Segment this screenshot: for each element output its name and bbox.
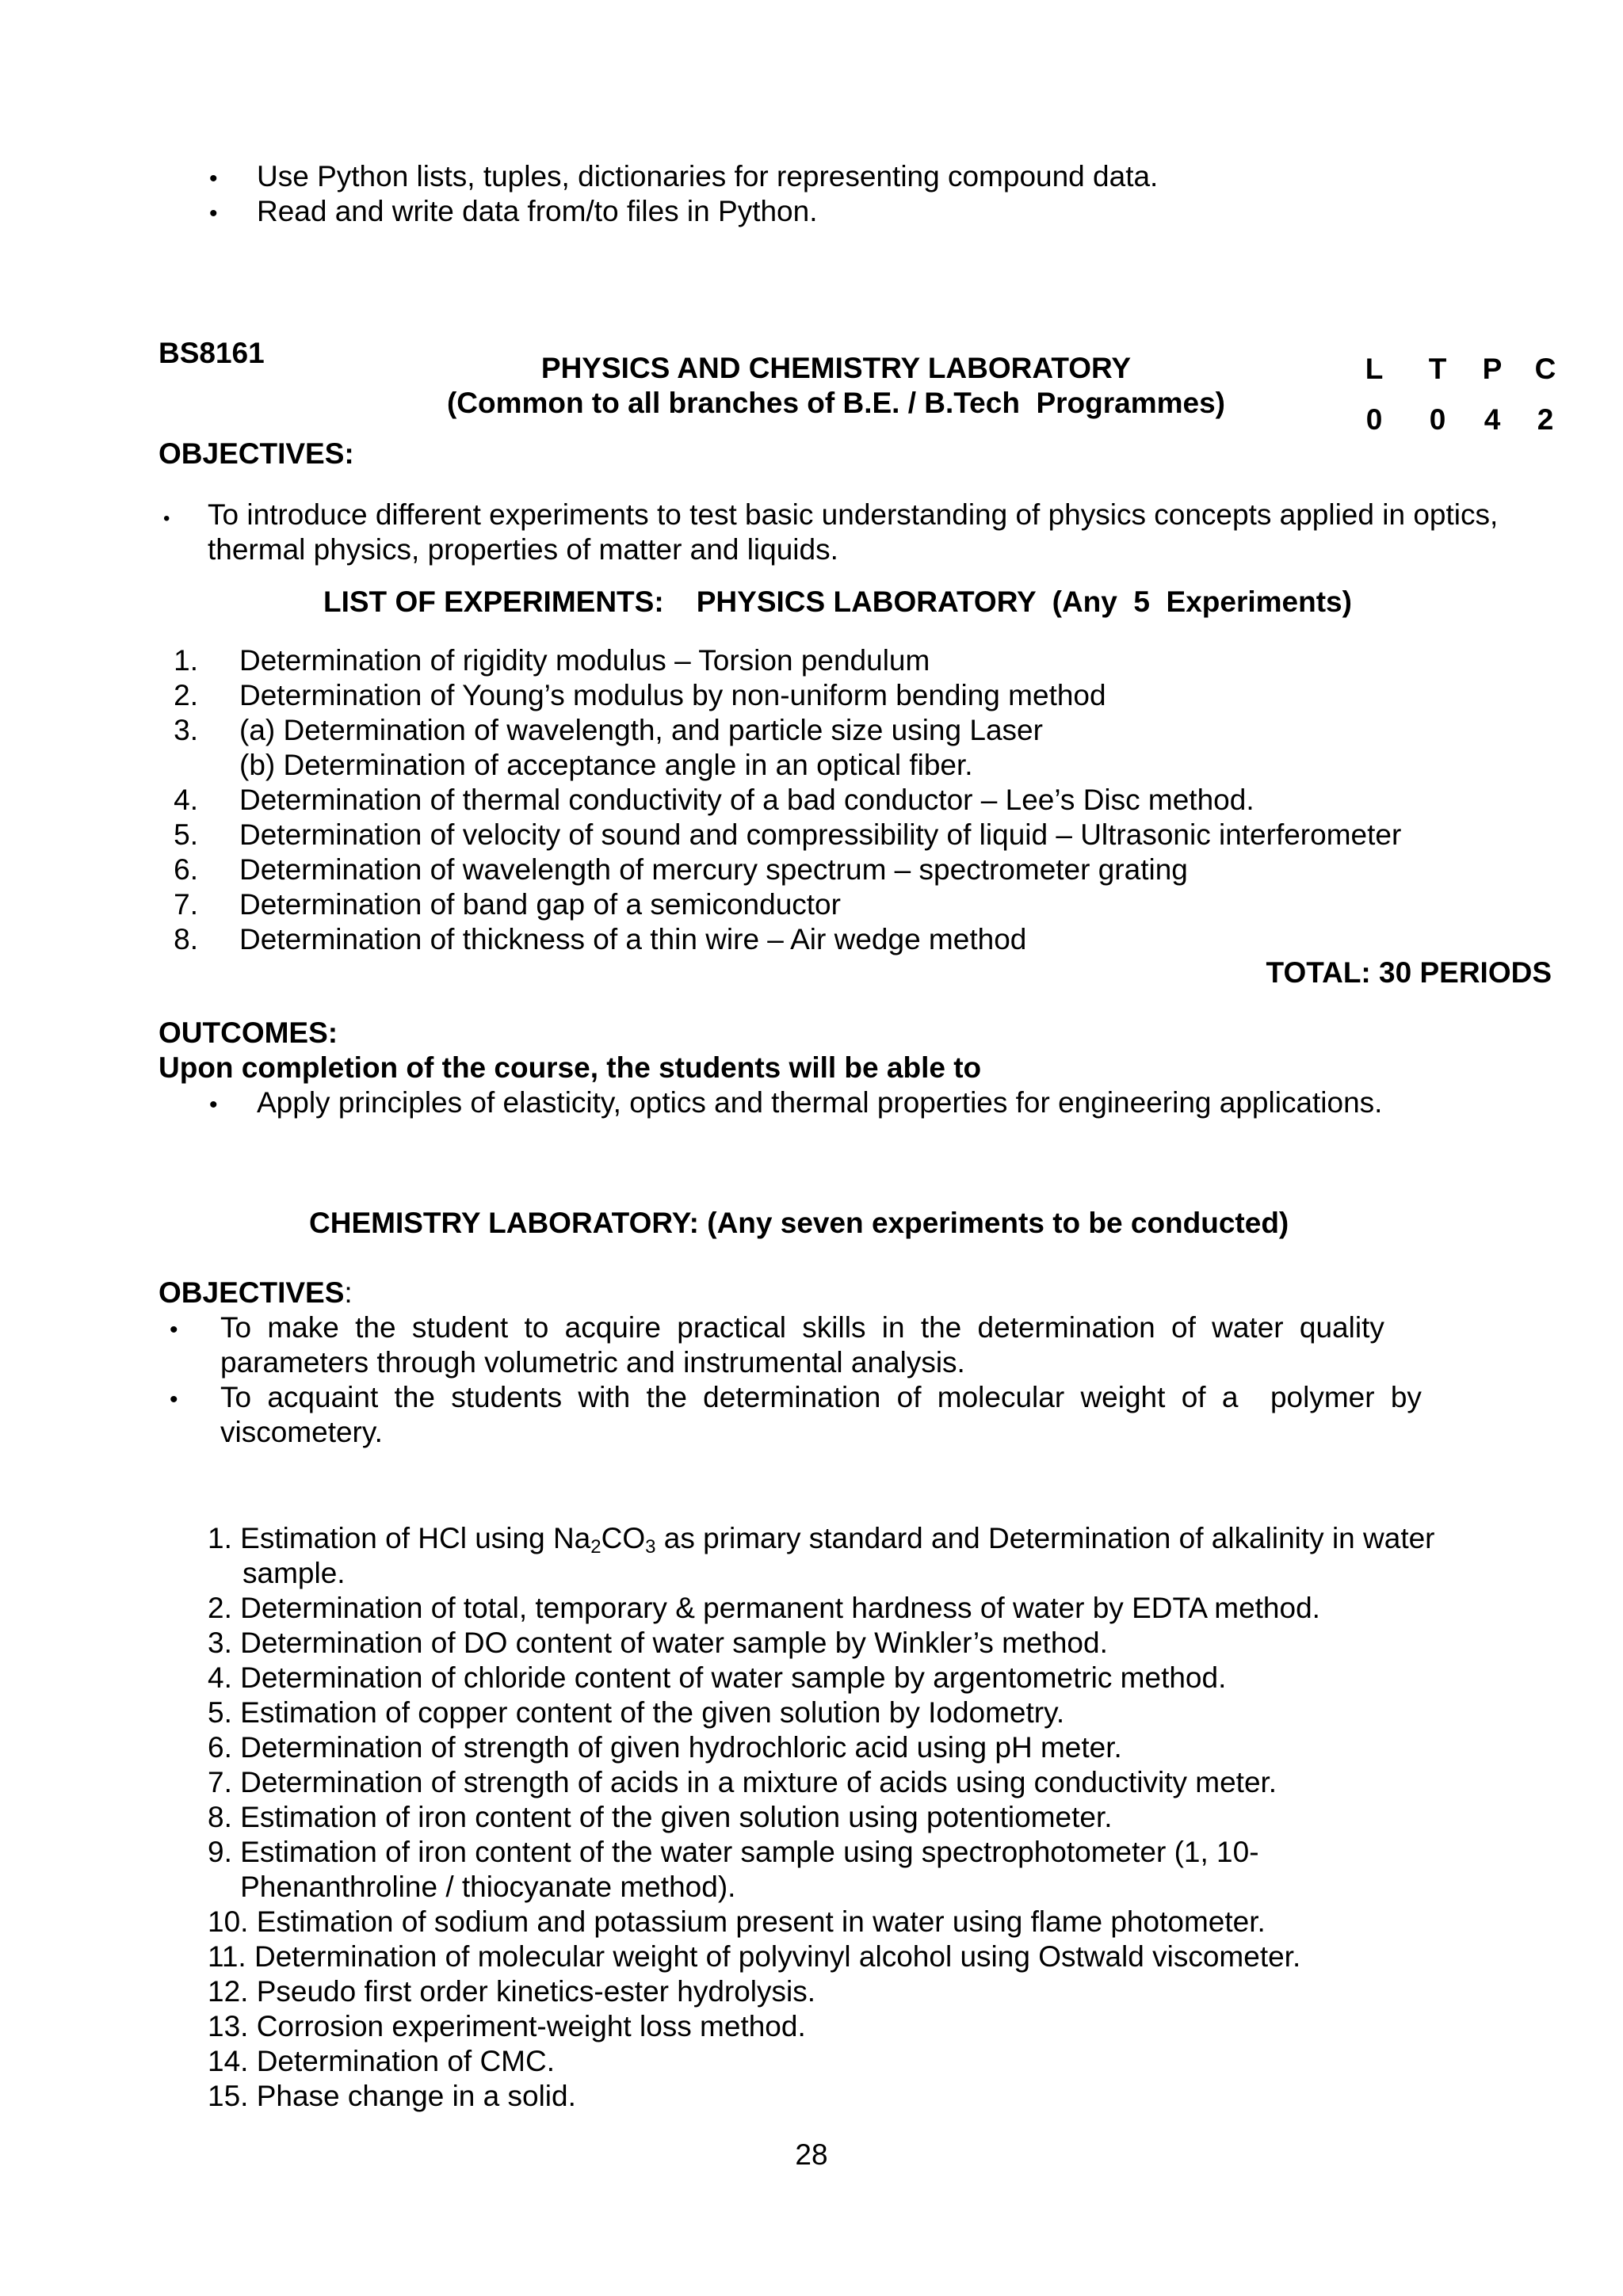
list-item: 12. Pseudo first order kinetics-ester hydrolysis. — [208, 1975, 816, 2008]
ltpc-value-c: 2 — [1537, 403, 1554, 436]
outcomes-intro: Upon completion of the course, the students will be able to — [158, 1051, 982, 1084]
physics-list-heading: LIST OF EXPERIMENTS: PHYSICS LABORATORY (Any 5 Experiments) — [323, 585, 1352, 618]
top-bullet-2: Read and write data from/to files in Python. — [257, 195, 818, 227]
bullet-icon: • — [163, 508, 170, 529]
ltpc-value-l: 0 — [1365, 403, 1383, 436]
list-number: 6. — [174, 853, 198, 886]
top-bullet-1: Use Python lists, tuples, dictionaries for representing compound data. — [257, 160, 1159, 193]
bullet-icon: • — [209, 1092, 218, 1118]
list-item: 14. Determination of CMC. — [208, 2045, 556, 2077]
list-item: 7. Determination of strength of acids in a mixture of acids using conductivity meter. — [208, 1766, 1277, 1798]
ltpc-value-p: 4 — [1484, 403, 1501, 436]
list-number: 3. — [174, 714, 198, 746]
list-item: 8. Estimation of iron content of the given solution using potentiometer. — [208, 1801, 1113, 1833]
ltpc-value-t: 0 — [1429, 403, 1446, 436]
list-item: 11. Determination of molecular weight of polyvinyl alcohol using Ostwald viscometer. — [208, 1940, 1301, 1973]
list-item: 2. Determination of total, temporary & permanent hardness of water by EDTA method. — [208, 1592, 1320, 1624]
list-number: 4. — [174, 784, 198, 816]
list-item: Determination of thermal conductivity of a bad conductor – Lee’s Disc method. — [239, 784, 1254, 816]
ltpc-header-p: P — [1482, 353, 1503, 385]
list-number: 5. — [174, 818, 198, 851]
list-item: 6. Determination of strength of given hydrochloric acid using pH meter. — [208, 1731, 1122, 1764]
list-item: 5. Estimation of copper content of the given solution by Iodometry. — [208, 1696, 1065, 1729]
list-item: Determination of rigidity modulus – Torsion pendulum — [239, 644, 930, 677]
ltpc-header-c: C — [1534, 353, 1556, 385]
outcome-item: Apply principles of elasticity, optics and thermal properties for engineering applications. — [257, 1086, 1383, 1119]
list-number: 2. — [174, 679, 198, 711]
list-item: Determination of velocity of sound and compressibility of liquid – Ultrasonic interferometer — [239, 818, 1402, 851]
list-item: Determination of wavelength of mercury spectrum – spectrometer grating — [239, 853, 1188, 886]
course-code: BS8161 — [158, 337, 265, 369]
list-item: 15. Phase change in a solid. — [208, 2080, 576, 2112]
list-number: 8. — [174, 923, 198, 955]
list-item: 13. Corrosion experiment-weight loss method. — [208, 2010, 806, 2042]
list-item: 9. Estimation of iron content of the water sample using spectrophotometer (1, 10- — [208, 1836, 1259, 1868]
chemistry-objective1-line2: parameters through volumetric and instrumental analysis. — [220, 1346, 965, 1379]
list-item: 4. Determination of chloride content of water sample by argentometric method. — [208, 1661, 1227, 1694]
physics-objectives-heading: OBJECTIVES: — [158, 437, 354, 470]
list-item: (a) Determination of wavelength, and particle size using Laser — [239, 714, 1043, 746]
page-number: 28 — [795, 2138, 828, 2171]
list-item: Determination of thickness of a thin wire – Air wedge method — [239, 923, 1027, 955]
bullet-icon: • — [170, 1386, 178, 1413]
chemistry-objectives-heading: OBJECTIVES: — [158, 1276, 353, 1309]
chemistry-heading: CHEMISTRY LABORATORY: (Any seven experiments to be conducted) — [309, 1207, 1289, 1239]
ltpc-header-t: T — [1428, 353, 1447, 385]
total-periods: TOTAL: 30 PERIODS — [1266, 956, 1552, 989]
chemistry-objective2-line2: viscometery. — [220, 1416, 383, 1448]
list-item: Phenanthroline / thiocyanate method). — [208, 1871, 736, 1903]
course-title: PHYSICS AND CHEMISTRY LABORATORY — [540, 352, 1132, 384]
list-item: Determination of Young’s modulus by non-uniform bending method — [239, 679, 1106, 711]
list-item: 1. Estimation of HCl using $Na_2CO_3$ as primary standard and Determination of alkalinity in water — [208, 1522, 1435, 1558]
list-item: (b) Determination of acceptance angle in an optical fiber. — [239, 749, 973, 781]
bullet-icon: • — [209, 166, 218, 192]
list-item: 10. Estimation of sodium and potassium present in water using flame photometer. — [208, 1905, 1266, 1938]
physics-objective-line2: thermal physics, properties of matter and liquids. — [208, 533, 838, 566]
bullet-icon: • — [209, 200, 218, 227]
chemistry-objective1-line1: To make the student to acquire practical skills in the determination of water quality — [220, 1311, 1384, 1344]
course-subtitle: (Common to all branches of B.E. / B.Tech Programmes) — [446, 387, 1226, 419]
physics-objective-line1: To introduce different experiments to test basic understanding of physics concepts applied in optics, — [208, 498, 1499, 531]
list-item: Determination of band gap of a semiconductor — [239, 888, 841, 921]
list-item: 3. Determination of DO content of water sample by Winkler’s method. — [208, 1627, 1108, 1659]
bullet-icon: • — [170, 1317, 178, 1343]
chemistry-objective2-line1: To acquaint the students with the determination of molecular weight of a polymer by — [220, 1381, 1422, 1413]
list-number: 7. — [174, 888, 198, 921]
outcomes-heading: OUTCOMES: — [158, 1016, 338, 1049]
list-item: sample. — [242, 1557, 346, 1589]
ltpc-header-l: L — [1365, 353, 1384, 385]
list-number: 1. — [174, 644, 198, 677]
